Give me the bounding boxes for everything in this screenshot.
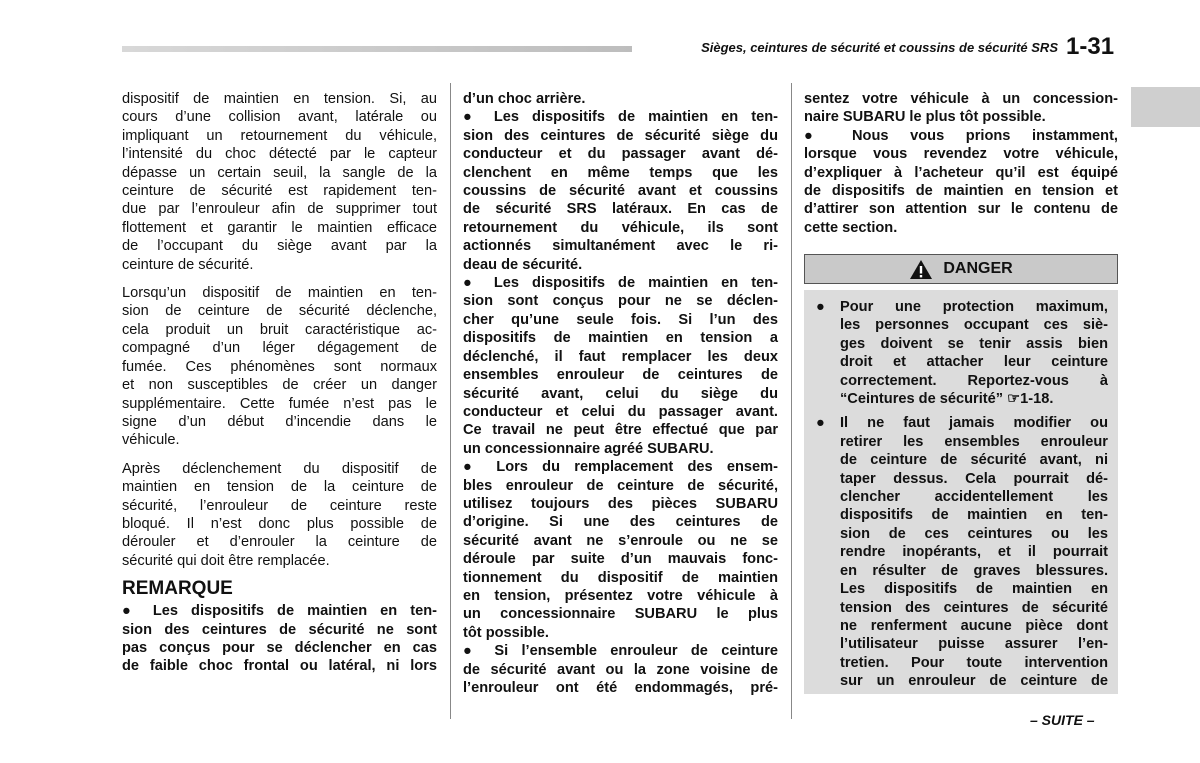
- text-line: dispositifs de maintien en tension a: [463, 330, 778, 347]
- danger-body: [804, 290, 1118, 694]
- text-line: bloqué. Il n’est donc plus possible de: [122, 515, 437, 532]
- paragraph-2: [122, 284, 437, 450]
- text-line: ● Lors du remplacement des ensem-: [463, 459, 778, 476]
- text-line: taper dessus. Cela pourrait dé-: [840, 470, 1108, 487]
- text-line: clencher accidentellement les: [840, 489, 1108, 506]
- text-line: Les dispositifs de maintien en: [840, 581, 1108, 598]
- text-line: conducteur et du passager avant dé-: [463, 146, 778, 163]
- text-line: correctement. Reportez-vous à: [840, 372, 1108, 389]
- text-line: déroule par suite d’un mauvais fonc-: [463, 551, 778, 568]
- continued-marker: – SUITE –: [1030, 712, 1095, 728]
- text-line: ne renferment aucune pièce dont: [840, 617, 1108, 634]
- page-number: 1-31: [1066, 33, 1115, 60]
- column-3: [804, 90, 1118, 237]
- danger-header: [804, 254, 1118, 284]
- text-line: dérouler et d’enrouler la ceinture de: [122, 534, 437, 551]
- text-line: en résulter de graves blessures.: [840, 562, 1108, 579]
- danger-warning-box: [804, 254, 1118, 694]
- text-line: sion des ceintures de sécurité siège du: [463, 127, 778, 144]
- text-line: véhicule.: [122, 432, 180, 449]
- text-line: ● Les dispositifs de maintien en ten-: [122, 603, 437, 620]
- text-line: ceinture de sécurité.: [122, 256, 254, 273]
- text-line: rendre inopérants, et il pourrait: [840, 544, 1108, 561]
- text-line: compagné d’un léger dégagement de: [122, 340, 437, 357]
- column-divider: [791, 83, 792, 719]
- text-line: tôt possible.: [463, 624, 549, 641]
- text-line: ● Les dispositifs de maintien en ten-: [463, 275, 778, 292]
- text-line: l’intensité du choc détecté par le capteur: [122, 146, 437, 163]
- chapter-tab-marker: [1131, 87, 1200, 127]
- text-line: dispositifs de maintien en ten-: [840, 507, 1108, 524]
- text-line: de l’occupant du siège avant par la: [122, 238, 437, 255]
- text-line: de ceinture de sécurité avant, ni: [840, 452, 1108, 469]
- text-line: utilisez toujours des pièces SUBARU: [463, 495, 778, 512]
- text-line: d’expliquer à l’acheteur qu’il est équipé: [804, 164, 1118, 181]
- text-line: tension des ceintures de sécurité: [840, 599, 1108, 616]
- text-line: et non susceptibles de créer un danger: [122, 377, 437, 394]
- text-line: l’enrouleur ont été endommagés, pré-: [463, 680, 778, 696]
- column-1: [122, 90, 437, 676]
- text-line: retournement du véhicule, ils sont: [463, 219, 778, 236]
- text-line: sécurité avant, celui du siège du: [463, 385, 778, 402]
- text-line: cours d’une collision avant, latérale ou: [122, 109, 437, 126]
- text-line: déclenché, il faut remplacer les deux: [463, 348, 778, 365]
- paragraph-3: [122, 460, 437, 570]
- text-line: flottement et garantir le maintien efficace: [122, 219, 437, 236]
- text-line: pas conçus pour se déclencher en cas: [122, 639, 437, 656]
- warning-triangle-icon: [909, 259, 933, 280]
- text-line: ● Nous vous prions instamment,: [804, 127, 1118, 144]
- text-line: en tension, présentez votre véhicule à: [463, 587, 778, 604]
- column-2: [463, 90, 778, 697]
- text-line: droit et attacher leur ceinture: [840, 354, 1108, 371]
- text-line: de dispositifs de maintien en tension et: [804, 183, 1118, 200]
- text-line: Il ne faut jamais modifier ou: [840, 415, 1108, 432]
- text-line: d’un choc arrière.: [463, 91, 586, 107]
- text-line: clenchent en même temps que les: [463, 164, 778, 181]
- text-line: sion de ceinture de sécurité déclenche,: [122, 303, 437, 320]
- text-line: sécurité avant ne s’enroule ou ne se: [463, 532, 778, 549]
- text-line: dispositif de maintien en tension. Si, au: [122, 91, 437, 107]
- text-line: conducteur et celui du passager avant.: [463, 403, 778, 420]
- text-line: bles enrouleur de ceinture de sécurité,: [463, 477, 778, 494]
- text-line: tretien. Pour toute intervention: [840, 654, 1108, 671]
- danger-item: [816, 414, 1108, 690]
- column-divider: [450, 83, 451, 719]
- text-line: signe d’un début d’incendie dans le: [122, 413, 437, 430]
- text-line: sion des ceintures de sécurité ne sont: [122, 621, 437, 638]
- text-line: l’utilisateur puisse assurer l’en-: [840, 636, 1108, 653]
- text-line: cette section.: [804, 219, 898, 236]
- section-title: Sièges, ceintures de sécurité et coussins de sécurité SRS: [701, 40, 1058, 55]
- remarque-note: [122, 602, 437, 676]
- text-line: impliquant un retournement du véhicule,: [122, 127, 437, 144]
- text-line: maintien en tension de la ceinture de: [122, 479, 437, 496]
- text-line: cher qu’une seule fois. Si l’un des: [463, 311, 778, 328]
- text-line: un concessionnaire agréé SUBARU.: [463, 440, 714, 457]
- text-line: ges doivent se tenir assis bien: [840, 335, 1108, 352]
- text-line: sion sont conçus pour ne se déclen-: [463, 293, 778, 310]
- text-line: actionnés simultanément avec le ri-: [463, 238, 778, 255]
- bullet-icon: ●: [816, 415, 825, 432]
- text-line: retirer les ensembles enrouleur: [840, 433, 1108, 450]
- text-line: sécurité qui doit être remplacée.: [122, 552, 330, 569]
- bullet-icon: ●: [816, 299, 825, 315]
- text-line: dépasse un certain seuil, la sangle de la: [122, 164, 437, 181]
- text-line: un concessionnaire SUBARU le plus: [463, 606, 778, 623]
- text-line: sion de ces ceintures ou les: [840, 525, 1108, 542]
- text-line: de faible choc frontal ou latéral, ni lors: [122, 658, 437, 675]
- text-line: fumée. Ces phénomènes sont normaux: [122, 358, 437, 375]
- danger-item: [816, 298, 1108, 408]
- text-line: naire SUBARU le plus tôt possible.: [804, 109, 1046, 126]
- text-line: cela produit un bruit caractéristique ac-: [122, 321, 437, 338]
- text-line: due par l’enrouleur afin de supprimer tout: [122, 201, 437, 218]
- text-line: coussins de sécurité avant et coussins: [463, 183, 778, 200]
- text-line: ensembles enrouleur de ceintures de: [463, 367, 778, 384]
- text-line: lorsque vous revendez votre véhicule,: [804, 146, 1118, 163]
- danger-title: DANGER: [943, 260, 1013, 277]
- text-line: Pour une protection maximum,: [840, 299, 1108, 315]
- text-line: supplémentaire. Cette fumée n’est pas le: [122, 395, 437, 412]
- text-line: sur un enrouleur de ceinture de: [840, 673, 1108, 690]
- text-line: de sécurité avant ou la zone voisine de: [463, 661, 778, 678]
- text-line: tionnement du dispositif de maintien: [463, 569, 778, 586]
- text-line: ● Les dispositifs de maintien en ten-: [463, 109, 778, 126]
- remarque-heading: REMARQUE: [122, 578, 233, 600]
- text-line: Lorsqu’un dispositif de maintien en ten-: [122, 285, 437, 302]
- paragraph-1: [122, 90, 437, 274]
- text-line: ceinture de sécurité est rapidement ten-: [122, 183, 437, 200]
- text-line: d’attirer son attention sur le contenu de: [804, 201, 1118, 218]
- text-line: Après déclenchement du dispositif de: [122, 460, 437, 477]
- text-line: Ce travail ne peut être effectué que par: [463, 422, 778, 439]
- text-line: sentez votre véhicule à un concession-: [804, 91, 1118, 107]
- text-line: de sécurité SRS latéraux. En cas de: [463, 201, 778, 218]
- text-line: ● Si l’ensemble enrouleur de ceinture: [463, 643, 778, 660]
- text-line: d’origine. Si une des ceintures de: [463, 514, 778, 531]
- text-line: sécurité, l’enrouleur de ceinture reste: [122, 497, 437, 514]
- text-line: deau de sécurité.: [463, 256, 583, 273]
- text-line: “Ceintures de sécurité” ☞1-18.: [840, 391, 1054, 408]
- header-rule: [122, 46, 632, 52]
- text-line: les personnes occupant ces siè-: [840, 317, 1108, 334]
